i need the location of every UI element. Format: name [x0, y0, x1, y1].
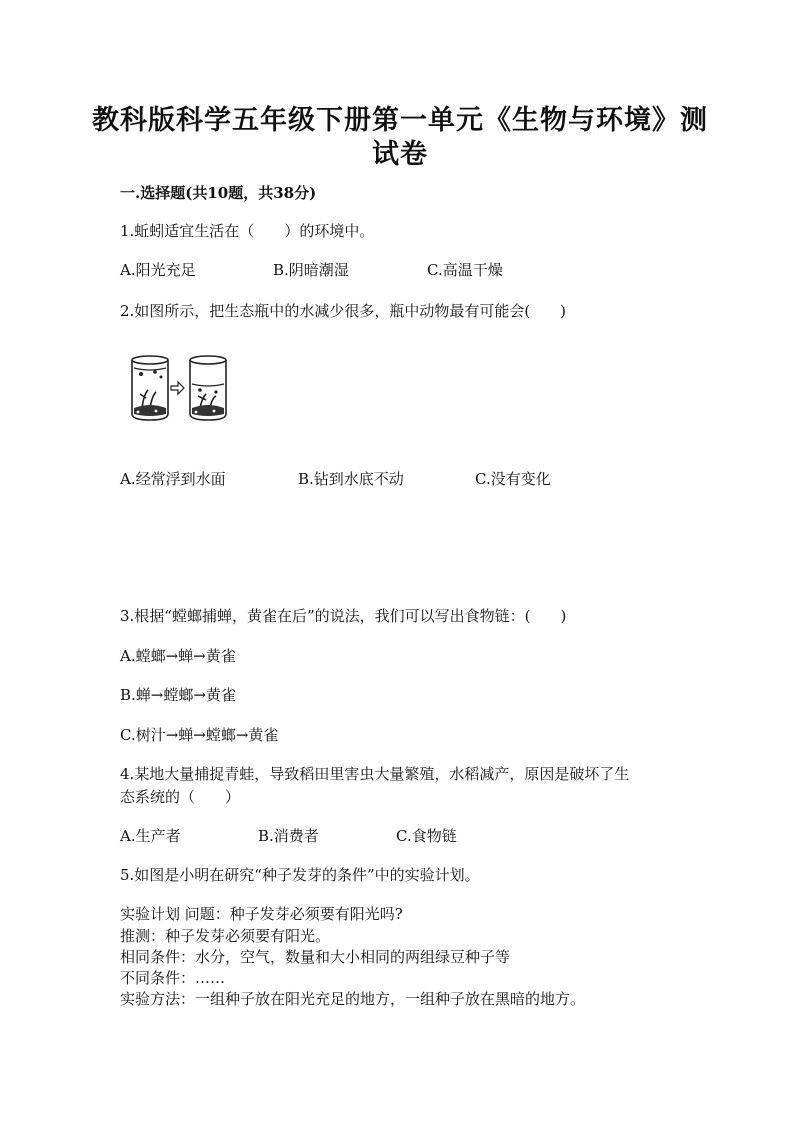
q2-option-b: B.钻到水底不动	[298, 470, 404, 488]
arrow-right-icon	[171, 382, 184, 394]
question-4-line2: 态系统的（ ）	[120, 788, 241, 806]
section-header: 一.选择题(共10题，共38分)	[120, 184, 317, 202]
q2-option-c: C.没有变化	[475, 470, 551, 488]
bottle-low-icon	[190, 356, 226, 420]
plan-line-2: 推测：种子发芽必须要有阳光。	[120, 927, 331, 945]
q1-option-a: A.阳光充足	[120, 261, 196, 279]
ecosystem-bottle-diagram	[126, 350, 232, 426]
q4-option-a: A.生产者	[120, 827, 181, 845]
bottle-full-icon	[132, 356, 168, 420]
plan-line-3: 相同条件：水分，空气，数量和大小相同的两组绿豆种子等	[120, 948, 511, 966]
plan-line-5: 实验方法：一组种子放在阳光充足的地方，一组种子放在黑暗的地方。	[120, 990, 586, 1008]
q3-option-a: A.螳螂→蝉→黄雀	[120, 647, 236, 665]
q1-option-b: B.阴暗潮湿	[273, 261, 349, 279]
q2-option-a: A.经常浮到水面	[120, 470, 226, 488]
question-1: 1.蚯蚓适宜生活在（ ）的环境中。	[120, 222, 375, 240]
q3-option-c: C.树汁→蝉→螳螂→黄雀	[120, 726, 279, 744]
page-title-line2: 试卷	[372, 139, 428, 170]
q4-option-c: C.食物链	[396, 827, 457, 845]
q4-option-b: B.消费者	[258, 827, 319, 845]
q1-option-c: C.高温干燥	[427, 261, 503, 279]
plan-line-1: 实验计划 问题：种子发芽必须要有阳光吗?	[120, 905, 403, 923]
q3-option-b: B.蝉→螳螂→黄雀	[120, 686, 236, 704]
question-3: 3.根据“螳螂捕蝉，黄雀在后”的说法，我们可以写出食物链：( )	[120, 607, 567, 625]
page-title-line1: 教科版科学五年级下册第一单元《生物与环境》测	[92, 105, 708, 136]
question-2: 2.如图所示，把生态瓶中的水减少很多，瓶中动物最有可能会( )	[120, 302, 567, 320]
question-5: 5.如图是小明在研究“种子发芽的条件”中的实验计划。	[120, 866, 480, 884]
plan-line-4: 不同条件：……	[120, 969, 226, 987]
question-4-line1: 4.某地大量捕捉青蛙，导致稻田里害虫大量繁殖，水稻减产，原因是破坏了生	[120, 765, 630, 783]
